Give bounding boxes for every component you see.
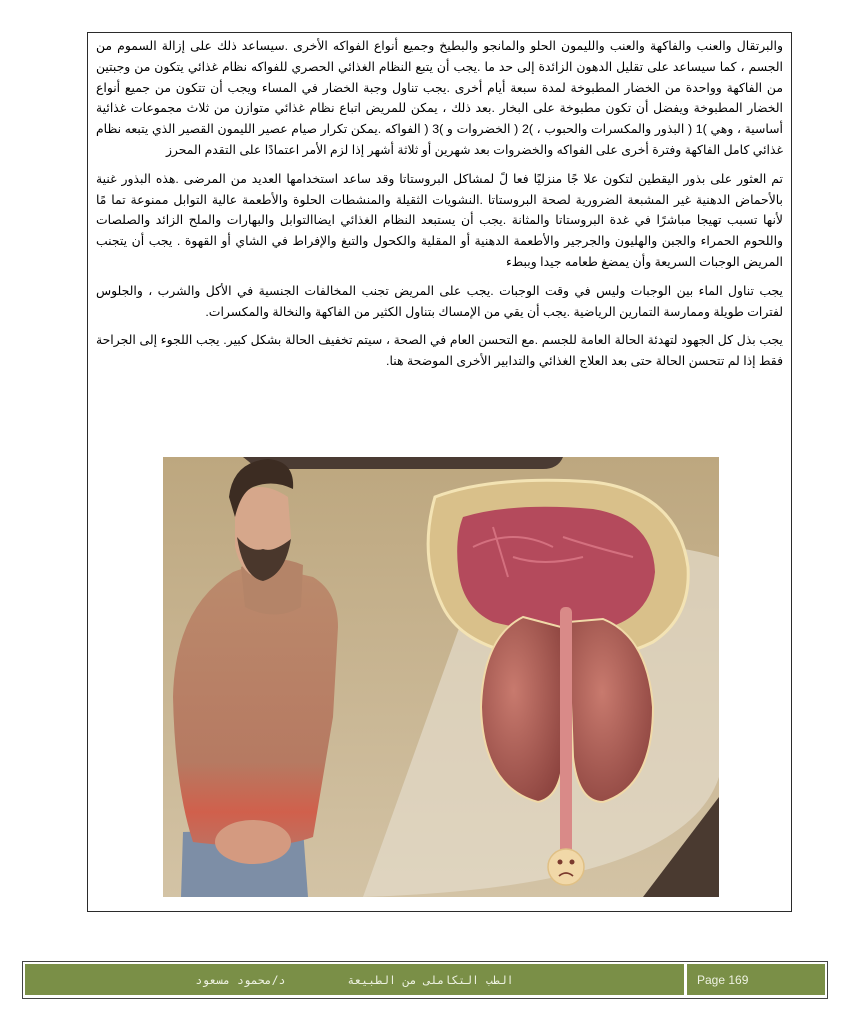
sad-face xyxy=(548,849,584,885)
footer-title-band xyxy=(25,964,684,995)
article-body xyxy=(96,36,783,380)
page-footer xyxy=(22,961,828,999)
urethra xyxy=(560,607,572,857)
paragraph-water-habits: يجب تناول الماء بين الوجبات وليس في وقت الوجبات .يجب على المريض تجنب المخالفات الجنسية في الأكل والشرب ، والجلوس لفترات طويلة وممارسة التمارين الرياضية .يجب أن يقي من الإمساك بتناول الكثير من الفاكهة والنخالة والمكسرات. xyxy=(96,283,783,319)
sad-face-eye-right xyxy=(570,860,575,865)
footer-page-number: Page 169 xyxy=(687,964,825,995)
hands xyxy=(215,820,291,864)
prostate-illustration-image xyxy=(163,457,719,897)
footer-book-title: الطب التكاملى من الطبيعة xyxy=(347,972,514,987)
footer-author: د/محمود مسعود xyxy=(195,972,286,987)
top-dark-bar xyxy=(243,457,563,469)
paragraph-fruit-diet: والبرتقال والعنب والفاكهة والعنب والليمون الحلو والمانجو والبطيخ وجميع أنواع الفواكه الأخرى .سيساعد ذلك على إزالة السموم من الجسم ، كما سيساعد على تقليل الدهون الزائدة إلى حد ما .يجب أن يتبع النظام الغذائي الحصري للفواكه نظام غذائي يتكون من وجبتين من الفاكهة وواحدة من الخضار المطبوخة لمدة سبعة أيام أخرى .يجب تناول وجبة الخضار في المساء ويجب أن تتكون من جميع أنواع الخضار المطبوخة ويفضل أن تكون مطبوخة على البخار .بعد ذلك ، يمكن للمريض اتباع نظام غذائي متوازن من ثلاث مجموعات غذائية أساسية ، وهي )1 ( البذور والمكسرات والحبوب ، )2 ( الخضروات و )3 ( الفواكه .يمكن تكرار صيام عصير الليمون القصير الذي يتبعه نظام غذائي كامل الفاكهة وفترة أخرى على الفواكه والخضروات بعد شهرين أو ثلاثة أشهر إذا لزم الأمر اعتمادًا على التقدم المحرز xyxy=(96,39,783,157)
bladder-inner xyxy=(457,507,655,631)
sad-face-eye-left xyxy=(558,860,563,865)
page-content-frame xyxy=(87,32,792,912)
paragraph-pumpkin-seeds: تم العثور على بذور اليقطين لتكون علا جًا منزليًا فعا لً لمشاكل البروستاتا وقد ساعد استخدامها العديد من المرضى .هذه البذور غنية بالأحماض الدهنية غير المشبعة الضرورية لصحة البروستاتا .النشويات الثقيلة والمنشطات الحلوة والأطعمة عالية التوابل ممنوعة تما مًا لأنها تسبب تهيجا مباشرًا في غدة البروستاتا والمثانة .يجب أن يستبعد النظام الغذائي ايضاالتوابل والبهارات والملح الزائد والصلصات واللحوم الحمراء والجبن والهليون والجرجير والأطعمة الدهنية أو المقلية والكحول والتبغ والإفراط في الشاي أو القهوة . يجب أن يتجنب المريض الوجبات السريعة وأن يمضغ طعامه جيدا وببطء xyxy=(96,171,783,269)
paragraph-surgery-note: يجب بذل كل الجهود لتهدئة الحالة العامة للجسم .مع التحسن العام في الصحة ، سيتم تخفيف الحالة بشكل كبير. يجب اللجوء إلى الجراحة فقط إذا لم تتحسن الحالة حتى بعد العلاج الغذائي والتدابير الأخرى الموضحة هنا. xyxy=(96,333,783,369)
illustration-svg xyxy=(163,457,719,897)
